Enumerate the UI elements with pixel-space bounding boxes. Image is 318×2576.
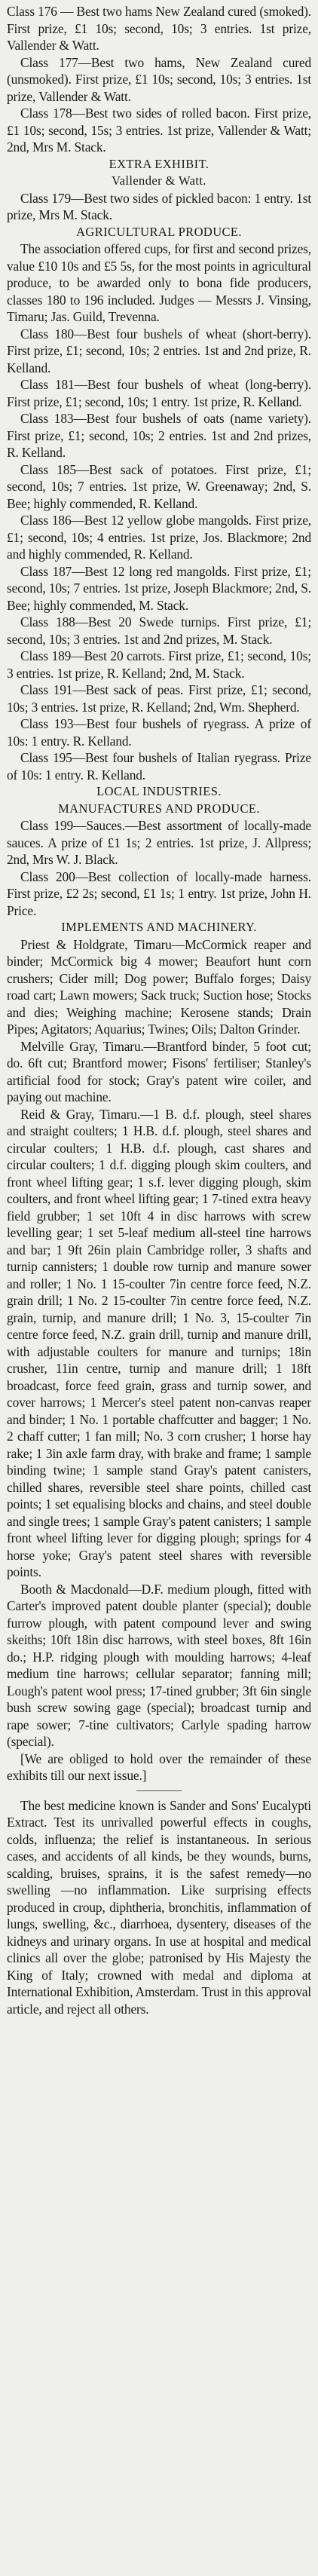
article-paragraph: Class 191—Best sack of peas. First prize, £1; second, 10s; 3 entries. 1st prize, R. Kelland; 2nd, Wm. Shepherd.: [7, 682, 311, 715]
section-heading: AGRICULTURAL PRODUCE.: [76, 224, 242, 239]
article-paragraph: Class 200—Best collection of locally-made harness. First prize, £2 2s; second, £1 1s; 1 entry. 1st prize, John H. Price.: [7, 868, 311, 918]
section-heading: IMPLEMENTS AND MACHINERY.: [61, 920, 257, 934]
article-paragraph: The association offered cups, for first and second prizes, value £10 10s and £5 5s, for the most points in agricultural produce, to be awarded only to bona fide producers, classes 180 to 196 included. Judges — Messrs J. Vinsing, Timaru; Jas. Guild, Trevenna.: [7, 241, 311, 324]
article-paragraph: Class 181—Best four bushels of wheat (long-berry). First prize, £1; second, 10s; 1 entry. 1st prize, R. Kelland.: [7, 377, 311, 409]
article-paragraph: Class 183—Best four bushels of oats (name variety). First prize, £1; second, 10s; 2 entries. 1st and 2nd prizes, R. Kelland.: [7, 411, 311, 460]
section-heading: EXTRA EXHIBIT.: [109, 156, 209, 171]
article-paragraph: Reid & Gray, Timaru.—1 B. d.f. plough, steel shares and straight coulters; 1 H.B. d.f. plough, steel shares and circular coulters; 1 H.B. d.f. plough, cast shares and circular coulters; 1 d.f. digging plough skim coulters, and front wheel lifting gear; 1 s.f. lever digging plough, skim coulters, and front wheel lifting gear; 1 7-tined extra heavy field grubber; 1 set 10ft 4 in disc harrows with screw levelling gear; 1 set 5-leaf medium all-steel tine harrows and bar; 1 9ft 26in plain Cambridge roller, 3 shafts and turnip cannisters; 1 double row turnip and manure sower and roller; 1 No. 1 15-coulter 7in centre force feed, N.Z. grain drill; 1 No. 2 15-coulter 7in centre force feed, N.Z. grain, turnip, and manure drill; 1 No. 3, 15-coulter 7in centre force feed, N.Z. grain drill, turnip and manure drill, with adjustable coulters for manure and turnips; 18in crusher, 11in centre, turnip and manure drill; 1 18ft broadcast, force feed grain, grass and turnip sower, and cover harrows; 1 Mercer's steel patent non-canvas reaper and binder; 1 No. 1 portable chaffcutter and bagger; 1 No. 2 chaff cutter; 1 fan mill; No. 3 corn crusher; 1 horse hay rake; 1 3in axle farm dray, with brake and frame; 1 sample binding twine; 1 sample stand Gray's patent canisters, chilled shares, reversible steel share points, chilled cast points; 1 set equalising blocks and chains, and steel double and single trees; 1 sample Gray's patent canisters; 1 sample front wheel lifting lever for digging plough; springs for 4 horse yoke; Gray's patent steel shares with reversible points.: [7, 1106, 311, 1579]
article-paragraph: Class 195—Best four bushels of Italian ryegrass. Prize of 10s: 1 entry. R. Kelland.: [7, 750, 311, 783]
article-paragraph: Class 179—Best two sides of pickled bacon: 1 entry. 1st prize, Mrs M. Stack.: [7, 190, 311, 222]
article-paragraph: Class 186—Best 12 yellow globe mangolds. First prize, £1; second, 10s; 4 entries. 1st prize, Jos. Blackmore; 2nd and highly commended, R. Kelland.: [7, 513, 311, 562]
article-paragraph: Class 188—Best 20 Swede turnips. First prize, £1; second, 10s; 3 entries. 1st and 2nd prizes, M. Stack.: [7, 614, 311, 647]
article-paragraph: Class 176 — Best two hams New Zealand cured (smoked). First prize, £1 10s; second, 10s; 3 entries. 1st prize, Vallender & Watt.: [7, 4, 311, 53]
article-paragraph: Class 180—Best four bushels of wheat (short-berry). First prize, £1; second, 10s; 2 entries. 1st and 2nd prize, R. Kelland.: [7, 326, 311, 375]
article-paragraph: Class 178—Best two sides of rolled bacon. First prize, £1 10s; second, 15s; 3 entries. 1st prize, Vallender & Watt; 2nd, Mrs M. Stack.: [7, 106, 311, 155]
article-paragraph: Class 177—Best two hams, New Zealand cured (unsmoked). First prize, £1 10s; second, 10s; 3 entries. 1st prize, Vallender & Watt.: [7, 54, 311, 104]
section-heading: LOCAL INDUSTRIES.: [96, 784, 222, 798]
article-paragraph: The best medicine known is Sander and Sons' Eucalypti Extract. Test its unrivalled powerful effects in coughs, colds, influenza; the relief is instantaneous. In serious cases, and accidents of all kinds, be they wounds, burns, scalding, bruises, sprains, it is the safest remedy—no swelling —no inflammation. Like surprising effects produced in croup, diphtheria, bronchitis, inflammation of lungs, swelling, &c., diarrhoea, dysentery, diseases of the kidneys and urinary organs. In use at hospital and medical clinics all over the globe; patronised by His Majesty the King of Italy; crowned with medal and diploma at International Exhibition, Amsterdam. Trust in this approval article, and reject all others.: [7, 1797, 311, 2017]
article-paragraph: Melville Gray, Timaru.—Brantford binder, 5 foot cut; do. 6ft cut; Brantford mower; Fisons' fertiliser; Stanley's artificial food for stock; Gray's patent wire coiler, and paying out machine.: [7, 1038, 311, 1104]
article-paragraph: Priest & Holdgrate, Timaru—McCormick reaper and binder; McCormick big 4 mower; Beaufort hunt corn crushers; Cider mill; Dog power; Buffalo forges; Daisy road cart; Lawn mowers; Sack truck; Suction hose; Stocks and dies; Weighing machine; Kerosene stands; Drain Pipes; Agitators; Aquarius; Twines; Oils; Dalton Grinder.: [7, 936, 311, 1037]
article-paragraph: Class 187—Best 12 long red mangolds. First prize, £1; second, 10s; 7 entries. 1st prize, Joseph Blackmore; 2nd, S. Bee; highly commended, M. Stack.: [7, 563, 311, 613]
article-paragraph: Class 185—Best sack of potatoes. First prize, £1; second, 10s; 7 entries. 1st prize, W. Greenaway; 2nd, S. Bee; highly commended, R. Kelland.: [7, 461, 311, 511]
article-paragraph: Booth & Macdonald—D.F. medium plough, fitted with Carter's improved patent double planter (special); double furrow plough, with patent compound lever and swing skeiths; 10ft 18in disc harrows, with steel boxes, 8ft 16in do.; H.P. ridging plough with moulding harrows; 4-leaf medium tine harrows; cellular separator; fanning mill; Lough's patent wool press; 17-tined grubber; 3ft 6in single bush screw sowing gage (special); broadcast turnip and rape sower; 7-tine cultivators; Carlyle spading harrow (special).: [7, 1581, 311, 1749]
section-heading: Vallender & Watt.: [112, 173, 206, 188]
article-paragraph: Class 189—Best 20 carrots. First prize, £1; second, 10s; 3 entries. 1st prize, R. Kelland; 2nd, M. Stack.: [7, 648, 311, 681]
article-paragraph: [We are obliged to hold over the remainder of these exhibits till our next issue.]: [7, 1751, 311, 1783]
article-paragraph: Class 199—Sauces.—Best assortment of locally-made sauces. A prize of £1 1s; 2 entries. 1st prize, J. Allpress; 2nd, Mrs W. J. Black.: [7, 818, 311, 867]
article-paragraph: Class 193—Best four bushels of ryegrass. A prize of 10s: 1 entry. R. Kelland.: [7, 716, 311, 749]
section-heading: MANUFACTURES AND PRODUCE.: [58, 801, 260, 816]
separator-rule: [136, 1790, 182, 1791]
